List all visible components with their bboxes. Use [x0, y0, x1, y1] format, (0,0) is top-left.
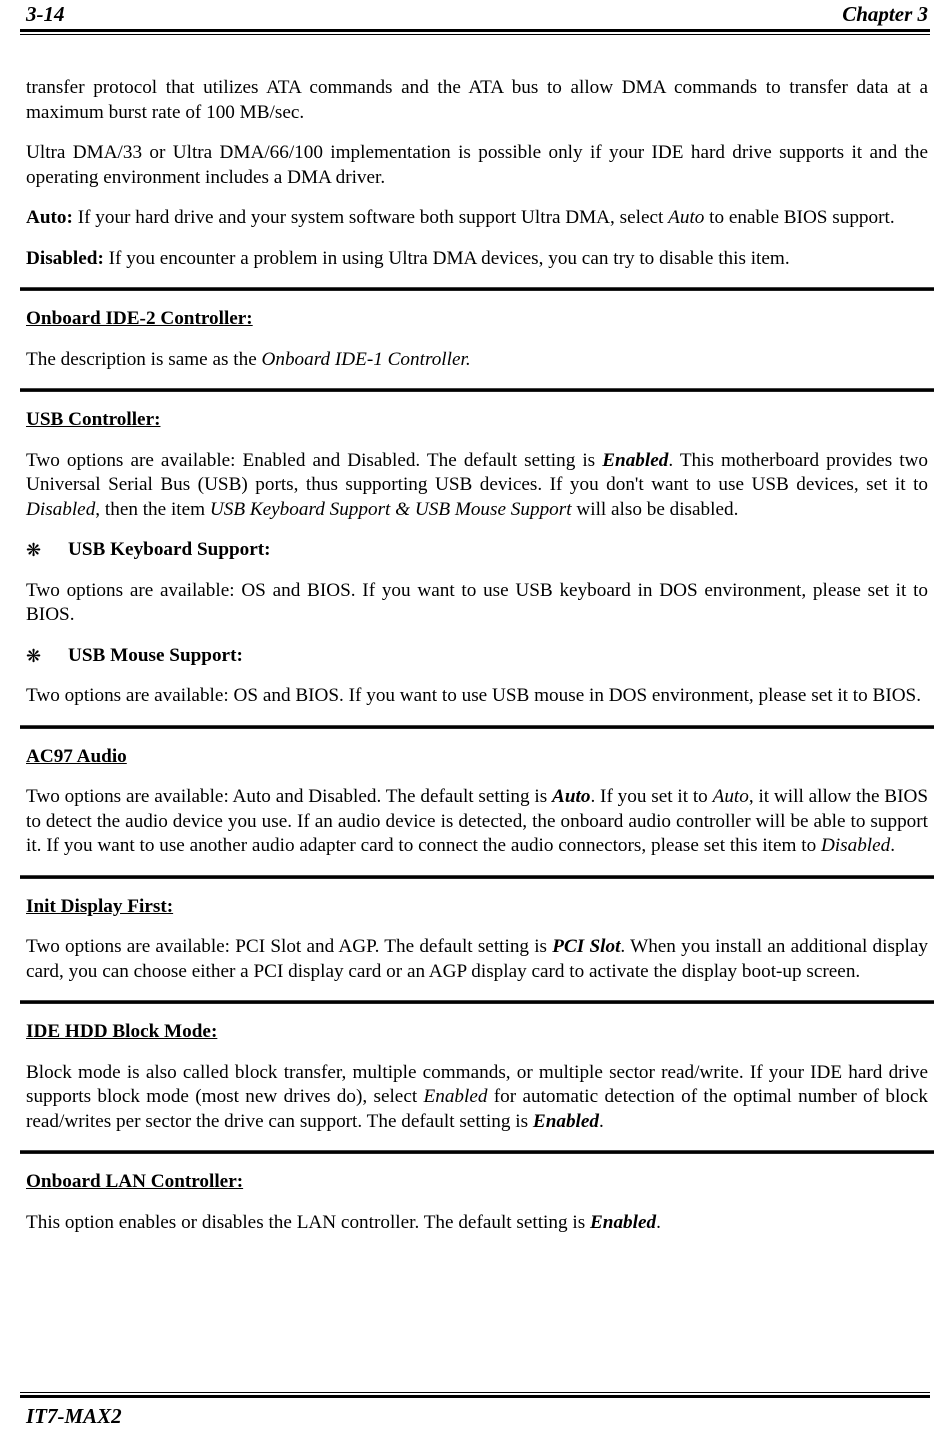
- page-header: [26, 2, 928, 30]
- lan-section-title: Onboard LAN Controller:: [26, 1171, 244, 1192]
- ide2-section-title: Onboard IDE-2 Controller:: [26, 308, 253, 329]
- usb-keyboard-title: USB Keyboard Support:: [68, 539, 271, 560]
- usb-mouse-subtitle: [26, 644, 928, 669]
- ac97-auto-emphasis: Auto: [712, 786, 749, 807]
- intro-paragraph-2: Ultra DMA/33 or Ultra DMA/66/100 implementation is possible only if your IDE hard drive supports it and the operating environment includes a DMA driver.: [26, 142, 928, 188]
- ac97-default-value: Auto: [552, 786, 591, 807]
- display-text-1: Two options are available: PCI Slot and AGP. The default setting is: [26, 936, 553, 957]
- usb-disabled-emphasis: Disabled: [26, 498, 96, 520]
- ac97-section-title: AC97 Audio: [26, 745, 127, 767]
- disabled-text: If you encounter a problem in using Ultra DMA devices, you can try to disable this item.: [103, 247, 790, 269]
- ac97-text-2: . If you set it to: [590, 786, 713, 807]
- usb-keyboard-paragraph: Two options are available: OS and BIOS. If you want to use USB keyboard in DOS environment, please set it to BIOS.: [26, 579, 928, 625]
- section-divider: [20, 1000, 934, 1004]
- hdd-section-title: IDE HDD Block Mode:: [26, 1021, 218, 1042]
- hdd-enabled-emphasis: Enabled: [423, 1086, 488, 1107]
- lan-paragraph: [26, 1211, 928, 1236]
- intro-paragraph-1: transfer protocol that utilizes ATA commands and the ATA bus to allow DMA commands to transfer data at a maximum burst rate of 100 MB/sec.: [26, 77, 928, 123]
- usb-mouse-paragraph: Two options are available: OS and BIOS. If you want to use USB mouse in DOS environment, please set it to BIOS.: [26, 685, 922, 706]
- section-divider: [20, 725, 934, 729]
- usb-keyboard-subtitle: [26, 538, 928, 563]
- auto-text-end: to enable BIOS support.: [704, 207, 895, 228]
- auto-label: Auto:: [26, 207, 73, 228]
- auto-text: If your hard drive and your system software both support Ultra DMA, select: [72, 207, 669, 228]
- section-divider: [20, 1150, 934, 1154]
- asterisk-bullet-icon: ❋: [26, 645, 42, 666]
- disabled-label: Disabled:: [26, 247, 104, 269]
- disabled-option-paragraph: [26, 247, 928, 272]
- ac97-text-3: , it will allow the BIOS to detect the audio device you use. If an audio device is detected, the onboard audio controller will be able to support it. If you want to use another audio adapter card to connect the audio connectors, please set this item to: [26, 786, 929, 856]
- hdd-paragraph: [26, 1061, 928, 1135]
- usb-paragraph: [26, 449, 928, 523]
- page-content: [26, 76, 928, 1251]
- display-section-title: Init Display First:: [26, 895, 174, 917]
- usb-text-4: will also be disabled.: [571, 498, 739, 520]
- usb-items-emphasis: USB Keyboard Support & USB Mouse Support: [209, 498, 572, 520]
- display-paragraph: [26, 935, 928, 984]
- usb-text-1: Two options are available: Enabled and Disabled. The default setting is: [26, 449, 603, 471]
- section-divider: [20, 875, 934, 879]
- lan-default-value: Enabled: [589, 1211, 657, 1233]
- ide2-emphasis: Onboard IDE-1 Controller.: [261, 348, 471, 370]
- usb-mouse-title: USB Mouse Support:: [68, 644, 243, 666]
- auto-option-paragraph: [26, 206, 928, 231]
- usb-text-3: , then the item: [95, 498, 210, 520]
- display-text-2: . When you install an additional display card, you can choose either a PCI display card or an AGP display card to activate the display boot-up screen.: [26, 936, 928, 982]
- ide2-text: The description is same as the: [26, 348, 262, 370]
- ac97-text-1: Two options are available: Auto and Disabled. The default setting is: [26, 786, 553, 807]
- usb-text-2: . This motherboard provides two Universal Serial Bus (USB) ports, thus supporting USB devices. If you don't want to use USB devices, set it to: [26, 449, 928, 495]
- section-divider: [20, 388, 934, 392]
- ide2-paragraph: [26, 348, 928, 373]
- ac97-text-4: .: [890, 835, 896, 856]
- ac97-paragraph: [26, 785, 928, 859]
- footer-rule: [20, 1392, 930, 1398]
- auto-emphasis: Auto: [668, 207, 705, 228]
- usb-section-title: USB Controller:: [26, 409, 161, 430]
- footer-model: IT7-MAX2: [26, 1404, 122, 1428]
- ac97-disabled-emphasis: Disabled: [820, 835, 891, 856]
- chapter-label: Chapter 3: [842, 2, 928, 26]
- hdd-text-3: .: [599, 1110, 604, 1132]
- hdd-text-2: for automatic detection of the optimal number of block read/writes per sector the drive can support. The default setting is: [26, 1086, 928, 1132]
- usb-default-value: Enabled: [602, 449, 669, 471]
- lan-text-1: This option enables or disables the LAN controller. The default setting is: [26, 1211, 590, 1233]
- lan-text-2: .: [656, 1211, 661, 1233]
- asterisk-bullet-icon: ❋: [26, 540, 42, 560]
- section-divider: [20, 287, 934, 291]
- display-default-value: PCI Slot: [552, 936, 621, 957]
- page-number: 3-14: [26, 2, 65, 26]
- header-rule: [20, 29, 930, 35]
- hdd-text-1: Block mode is also called block transfer, multiple commands, or multiple sector read/write. If your IDE hard drive supports block mode (most new drives do), select: [26, 1061, 928, 1107]
- hdd-default-value: Enabled: [532, 1110, 599, 1132]
